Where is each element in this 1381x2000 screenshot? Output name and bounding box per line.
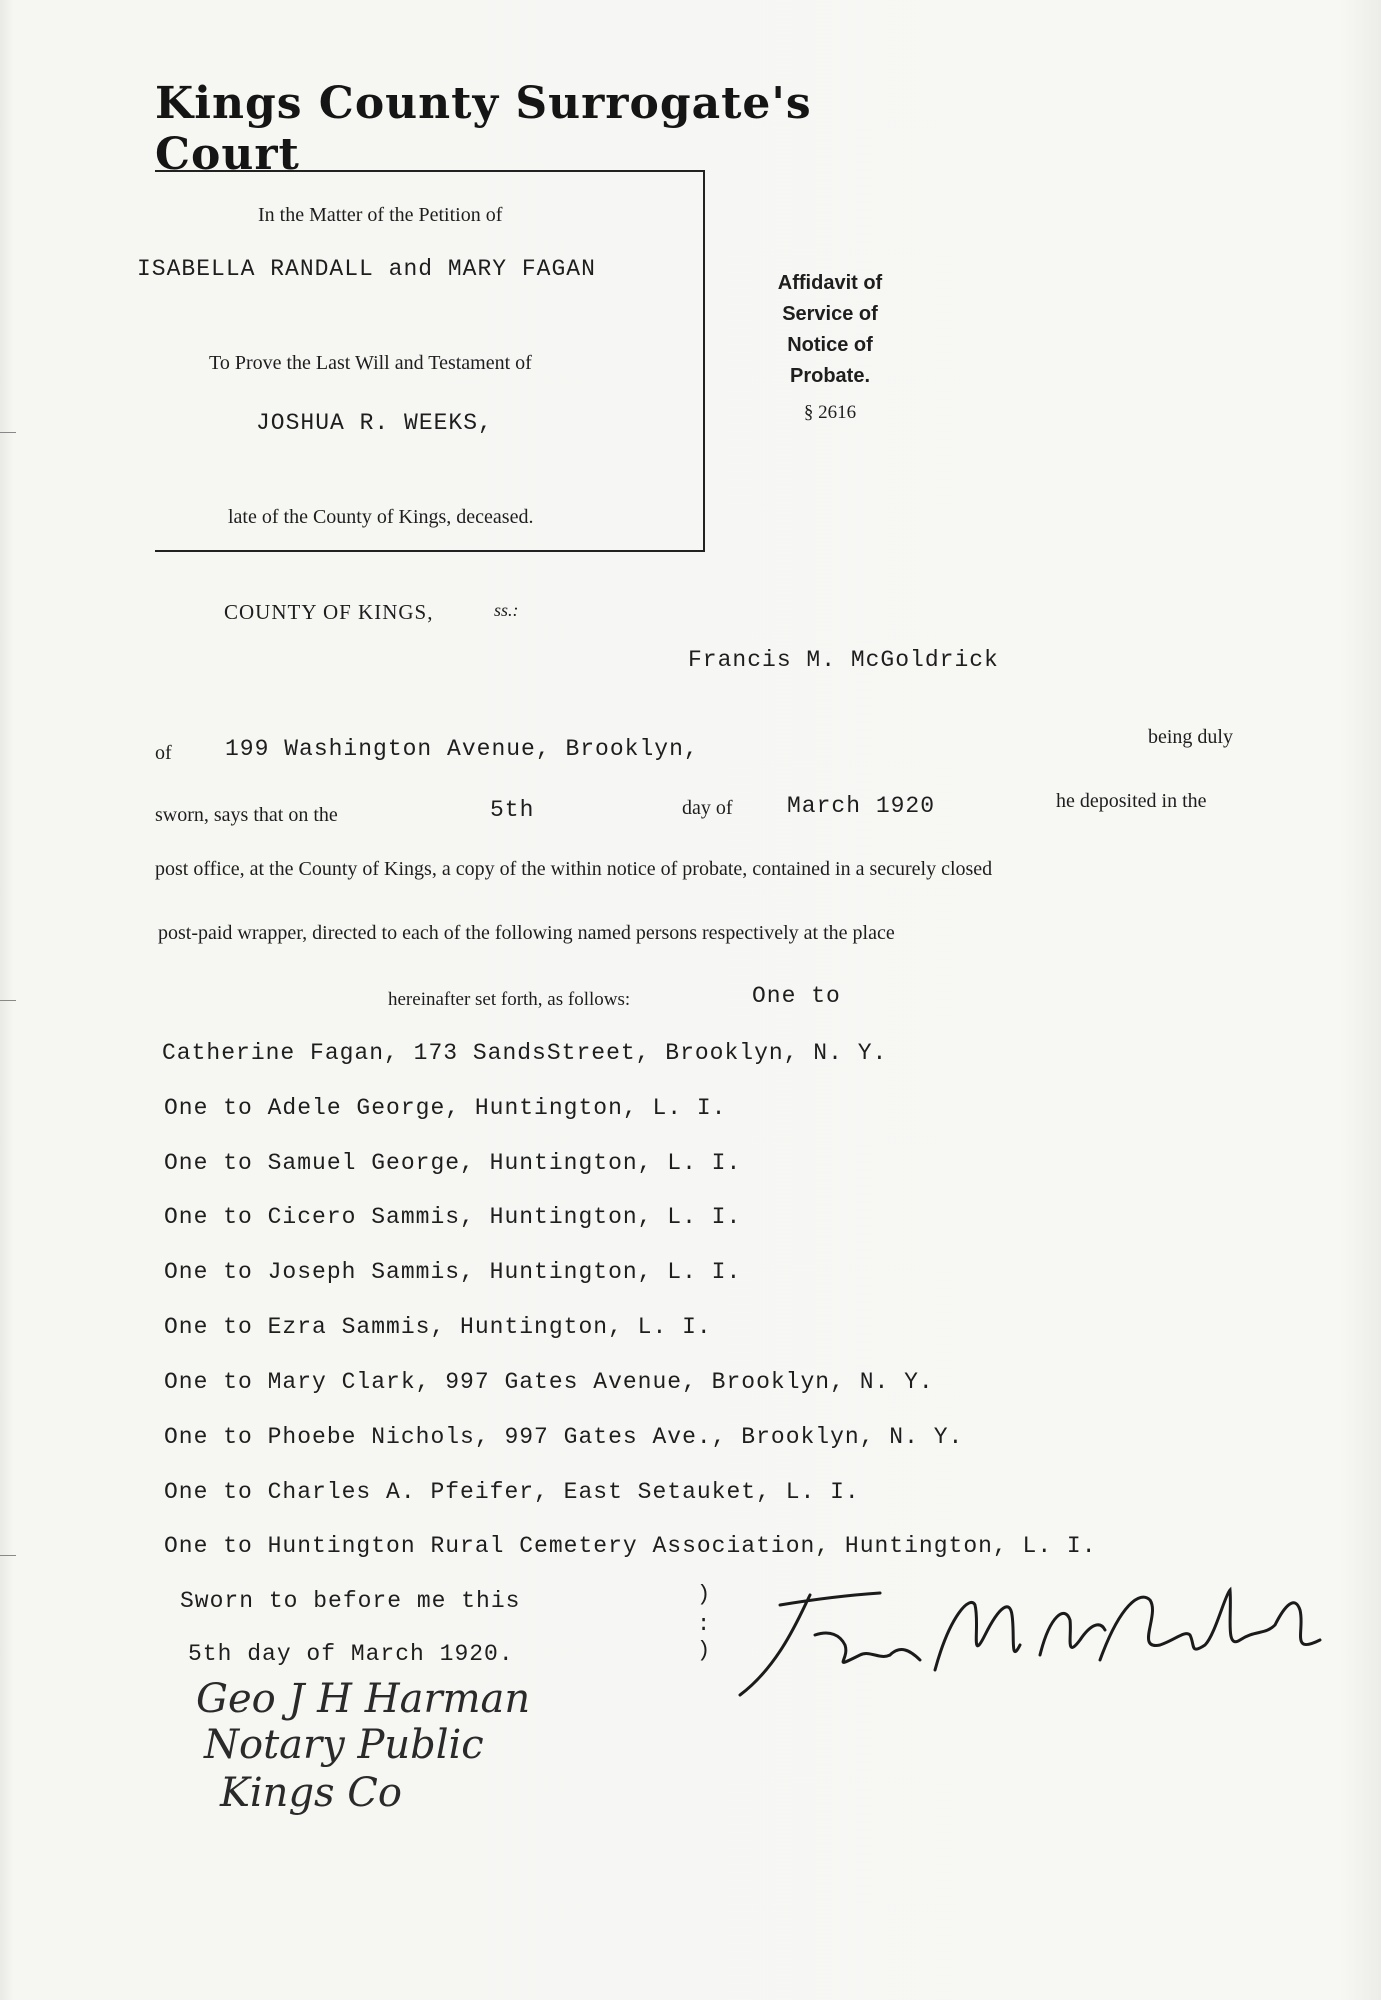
- jurat-sworn: Sworn to before me this: [180, 1588, 521, 1614]
- wrapper-line: post-paid wrapper, directed to each of the following named persons respectively at the place: [158, 922, 895, 944]
- he-deposited: he deposited in the: [1056, 790, 1207, 812]
- notary-title: Notary Public: [204, 1722, 484, 1768]
- of-label: of: [155, 742, 172, 764]
- matter-line: In the Matter of the Petition of: [258, 204, 503, 226]
- hereinafter-line: hereinafter set forth, as follows:: [388, 989, 631, 1010]
- recipient-item: One to Charles A. Pfeifer, East Setauket, L. I.: [164, 1479, 860, 1505]
- recipient-item: One to Adele George, Huntington, L. I.: [164, 1095, 727, 1121]
- recipient-item: One to Samuel George, Huntington, L. I.: [164, 1150, 742, 1176]
- sworn-says: sworn, says that on the: [155, 804, 338, 826]
- jurat-brace: :: [697, 1612, 711, 1637]
- recipient-item: One to Cicero Sammis, Huntington, L. I.: [164, 1204, 742, 1230]
- statute-section: § 2616: [803, 402, 857, 423]
- jurat-date: 5th day of March 1920.: [188, 1641, 514, 1667]
- testator-name: JOSHUA R. WEEKS,: [256, 410, 493, 436]
- recipient-item: Catherine Fagan, 173 SandsStreet, Brooklyn, N. Y.: [162, 1040, 888, 1066]
- day-of: day of: [682, 797, 733, 819]
- being-duly: being duly: [1148, 726, 1233, 748]
- court-title: Kings County Surrogate's Court: [155, 78, 812, 180]
- document-type: [740, 268, 920, 392]
- venue-ss: ss.:: [494, 600, 519, 620]
- margin-mark: [0, 1000, 16, 1001]
- purpose-line: To Prove the Last Will and Testament of: [209, 352, 532, 374]
- doc-type-line: Affidavit of: [777, 272, 883, 294]
- late-of-line: late of the County of Kings, deceased.: [228, 506, 534, 528]
- recipient-item: One to Joseph Sammis, Huntington, L. I.: [164, 1259, 742, 1285]
- doc-type-line: Probate.: [789, 365, 871, 387]
- post-office-line: post office, at the County of Kings, a copy of the within notice of probate, contained in a securely closed: [155, 858, 993, 880]
- one-to: One to: [752, 983, 841, 1009]
- doc-type-line: Service of: [782, 303, 878, 325]
- day-value: 5th: [490, 797, 535, 823]
- deponent-address: 199 Washington Avenue, Brooklyn,: [225, 736, 699, 762]
- petitioners: ISABELLA RANDALL and MARY FAGAN: [137, 256, 596, 282]
- recipient-item: One to Mary Clark, 997 Gates Avenue, Brooklyn, N. Y.: [164, 1369, 934, 1395]
- recipient-item: One to Ezra Sammis, Huntington, L. I.: [164, 1314, 712, 1340]
- margin-mark: [0, 432, 16, 433]
- deponent-signature: [720, 1575, 1340, 1725]
- venue: COUNTY OF KINGS,: [224, 600, 434, 624]
- jurat-brace: ): [697, 1638, 711, 1663]
- jurat-brace: ): [697, 1582, 711, 1607]
- notary-county: Kings Co: [220, 1770, 402, 1816]
- doc-type-line: Notice of: [787, 334, 873, 356]
- month-year: March 1920: [787, 793, 936, 819]
- recipient-item: One to Huntington Rural Cemetery Association, Huntington, L. I.: [164, 1533, 1097, 1559]
- recipient-item: One to Phoebe Nichols, 997 Gates Ave., Brooklyn, N. Y.: [164, 1424, 964, 1450]
- notary-signature: Geo J H Harman: [196, 1676, 531, 1722]
- deponent-name: Francis M. McGoldrick: [688, 647, 999, 673]
- margin-mark: [0, 1555, 16, 1556]
